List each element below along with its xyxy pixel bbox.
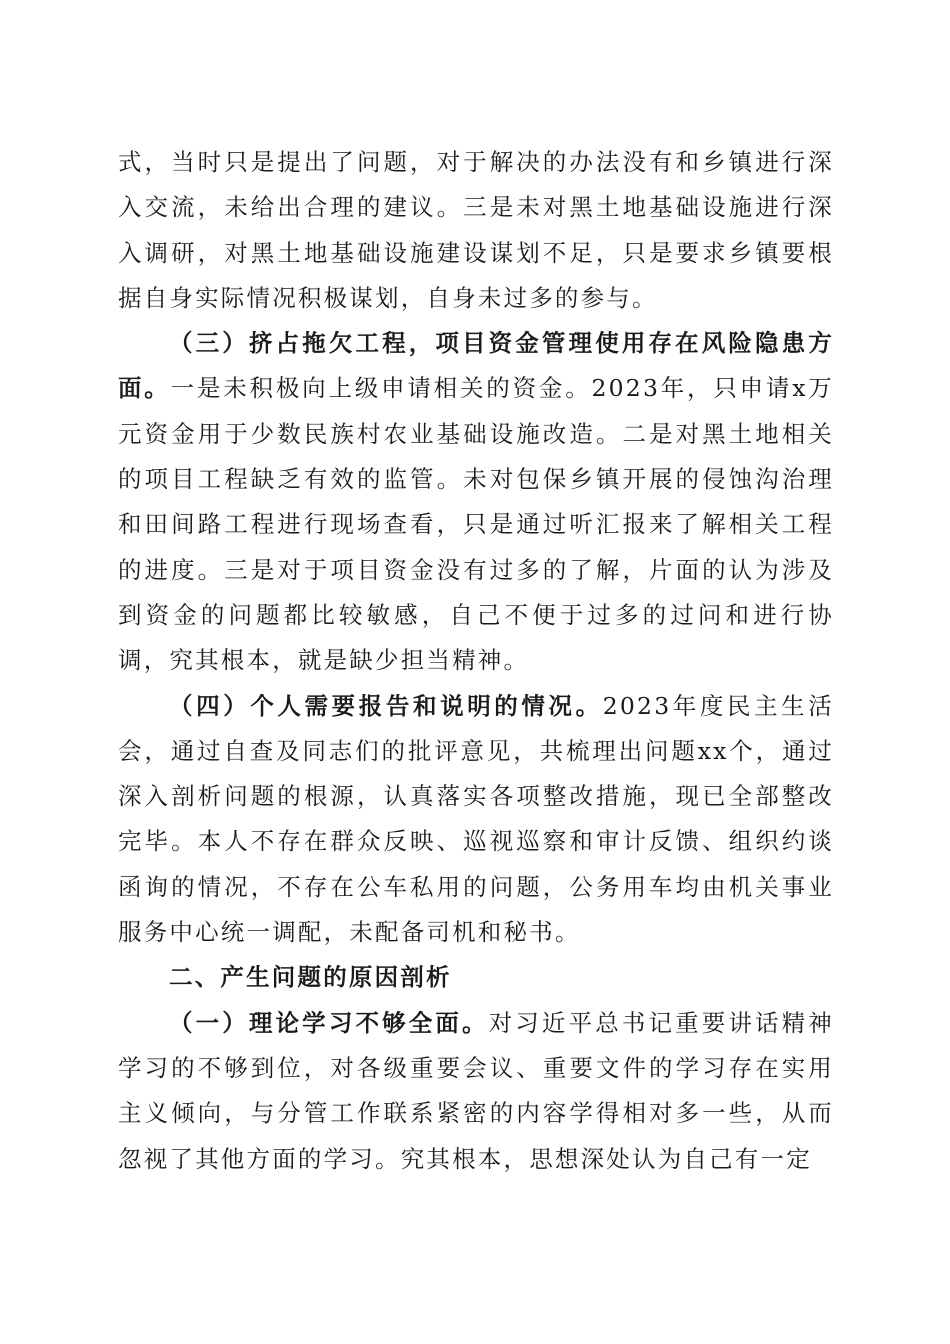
- subsection-lead-1: （一）理论学习不够全面。: [169, 1008, 489, 1037]
- section-lead-4: （四）个人需要报告和说明的情况。: [169, 691, 603, 720]
- paragraph-text: 对习近平总书记重要讲话精神学习的不够到位，对各级重要会议、重要文件的学习存在实用主义倾向，与分管工作联系紧密的内容学得相对多一些，从而忽视了其他方面的学习。究其根本，思想深处认为自己有一定: [118, 1008, 834, 1173]
- document-body: [118, 140, 834, 1182]
- paragraph-text: 2023年度民主生活会，通过自查及同志们的批评意见，共梳理出问题xx个，通过深入剖析问题的根源，认真落实各项整改措施，现已全部整改完毕。本人不存在群众反映、巡视巡察和审计反馈、组织约谈函询的情况，不存在公车私用的问题，公务用车均由机关事业服务中心统一调配，未配备司机和秘书。: [118, 691, 834, 947]
- paragraph-text: 式，当时只是提出了问题，对于解决的办法没有和乡镇进行深入交流，未给出合理的建议。三是未对黑土地基础设施进行深入调研，对黑土地基础设施建设谋划不足，只是要求乡镇要根据自身实际情况积极谋划，自身未过多的参与。: [118, 148, 834, 312]
- paragraph-section-4: [118, 684, 834, 956]
- paragraph-continued: [118, 140, 834, 321]
- chapter-heading-2: 二、产生问题的原因剖析: [169, 963, 452, 992]
- paragraph-text: 一是未积极向上级申请相关的资金。2023年，只申请x万元资金用于少数民族村农业基础设施改造。二是对黑土地相关的项目工程缺乏有效的监管。未对包保乡镇开展的侵蚀沟治理和田间路工程进行现场查看，只是通过听汇报来了解相关工程的进度。三是对于项目资金没有过多的了解，片面的认为涉及到资金的问题都比较敏感，自己不便于过多的过问和进行协调，究其根本，就是缺少担当精神。: [118, 374, 834, 675]
- paragraph-section-3: [118, 321, 834, 683]
- section-lead-3: （三）挤占拖欠工程，项目资金管理使用存在风险隐患方面。: [118, 329, 834, 403]
- paragraph-subsection-1: [118, 1001, 834, 1182]
